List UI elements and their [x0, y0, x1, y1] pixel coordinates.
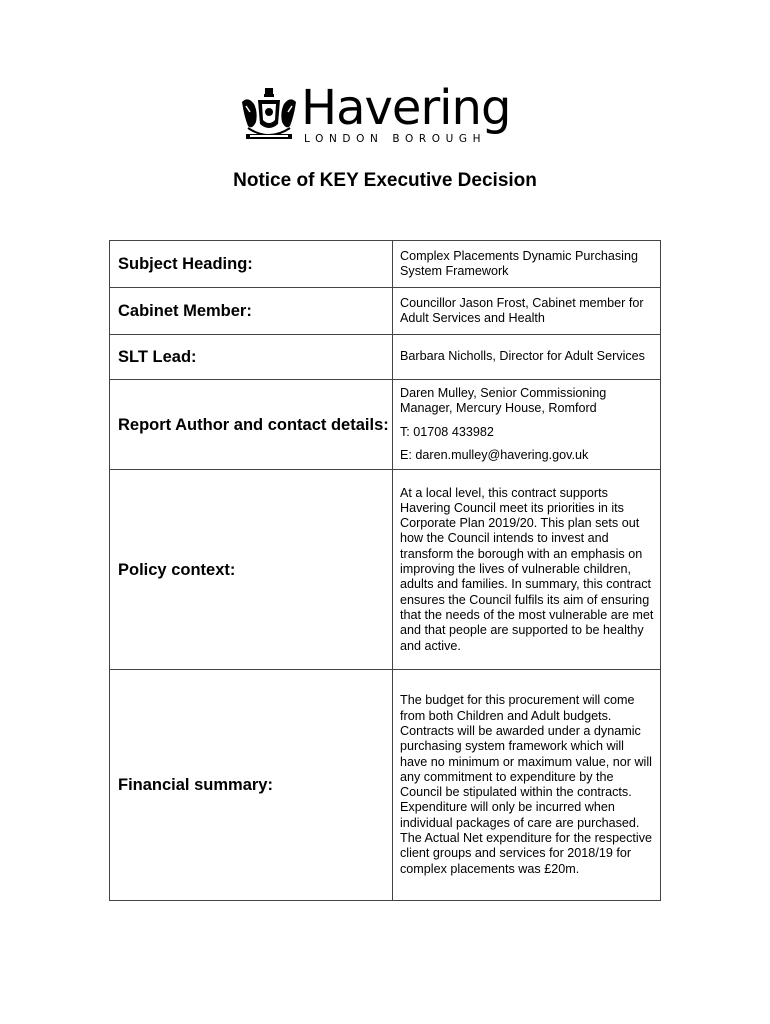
logo-subtext: LONDON BOROUGH — [304, 133, 487, 145]
row-value-policy-context — [393, 470, 661, 670]
row-value-financial-summary — [393, 670, 661, 901]
table-row — [110, 470, 661, 670]
table-row — [110, 380, 661, 470]
borough-crest-icon — [240, 86, 298, 150]
table-row — [110, 288, 661, 335]
row-value-cabinet-member — [393, 288, 661, 335]
row-label-slt-lead: SLT Lead: — [110, 335, 393, 380]
row-label-policy-context: Policy context: — [110, 470, 393, 670]
row-label-cabinet-member: Cabinet Member: — [110, 288, 393, 335]
row-value-slt-lead — [393, 335, 661, 380]
value-text: The budget for this procurement will come from both Children and Adult budgets. Contracts will be awarded under a dynamic purchasing system framework which will have no minimum or maximum value, nor will any commitment to expenditure by the Council be stipulated within the contracts. Expenditure will only be incurred when individual packages of care are purchased. The Actual Net expenditure for the respective client groups and services for 2018/19 for complex placements was £20m. — [400, 693, 653, 876]
value-text: Daren Mulley, Senior Commissioning Manager, Mercury House, Romford — [400, 386, 607, 416]
phone-text: T: 01708 433982 — [400, 424, 494, 439]
row-value-subject — [393, 241, 661, 288]
havering-logo — [240, 80, 530, 150]
row-label-financial-summary: Financial summary: — [110, 670, 393, 901]
page-title: Notice of KEY Executive Decision — [233, 170, 537, 191]
value-text: Councillor Jason Frost, Cabinet member for Adult Services and Health — [400, 295, 644, 325]
row-value-report-author — [393, 380, 661, 470]
row-label-report-author: Report Author and contact details: — [110, 380, 393, 470]
table-row — [110, 241, 661, 288]
value-text: Complex Placements Dynamic Purchasing System Framework — [400, 248, 638, 278]
decision-table — [109, 240, 661, 901]
email-text: E: daren.mulley@havering.gov.uk — [400, 447, 589, 462]
table-row — [110, 335, 661, 380]
value-text: At a local level, this contract supports Havering Council meet its priorities in its Corporate Plan 2019/20. This plan sets out how the Council intends to invest and transform the borough with an emphasis on improving the lives of vulnerable children, adults and families. In summary, this contract ensures the Council fulfils its aim of ensuring that the needs of the most vulnerable are met and that people are supported to be healthy and active. — [400, 485, 654, 653]
value-text: Barbara Nicholls, Director for Adult Services — [400, 349, 645, 364]
row-label-subject: Subject Heading: — [110, 241, 393, 288]
table-row — [110, 670, 661, 901]
logo-wordmark: Havering — [301, 80, 511, 136]
